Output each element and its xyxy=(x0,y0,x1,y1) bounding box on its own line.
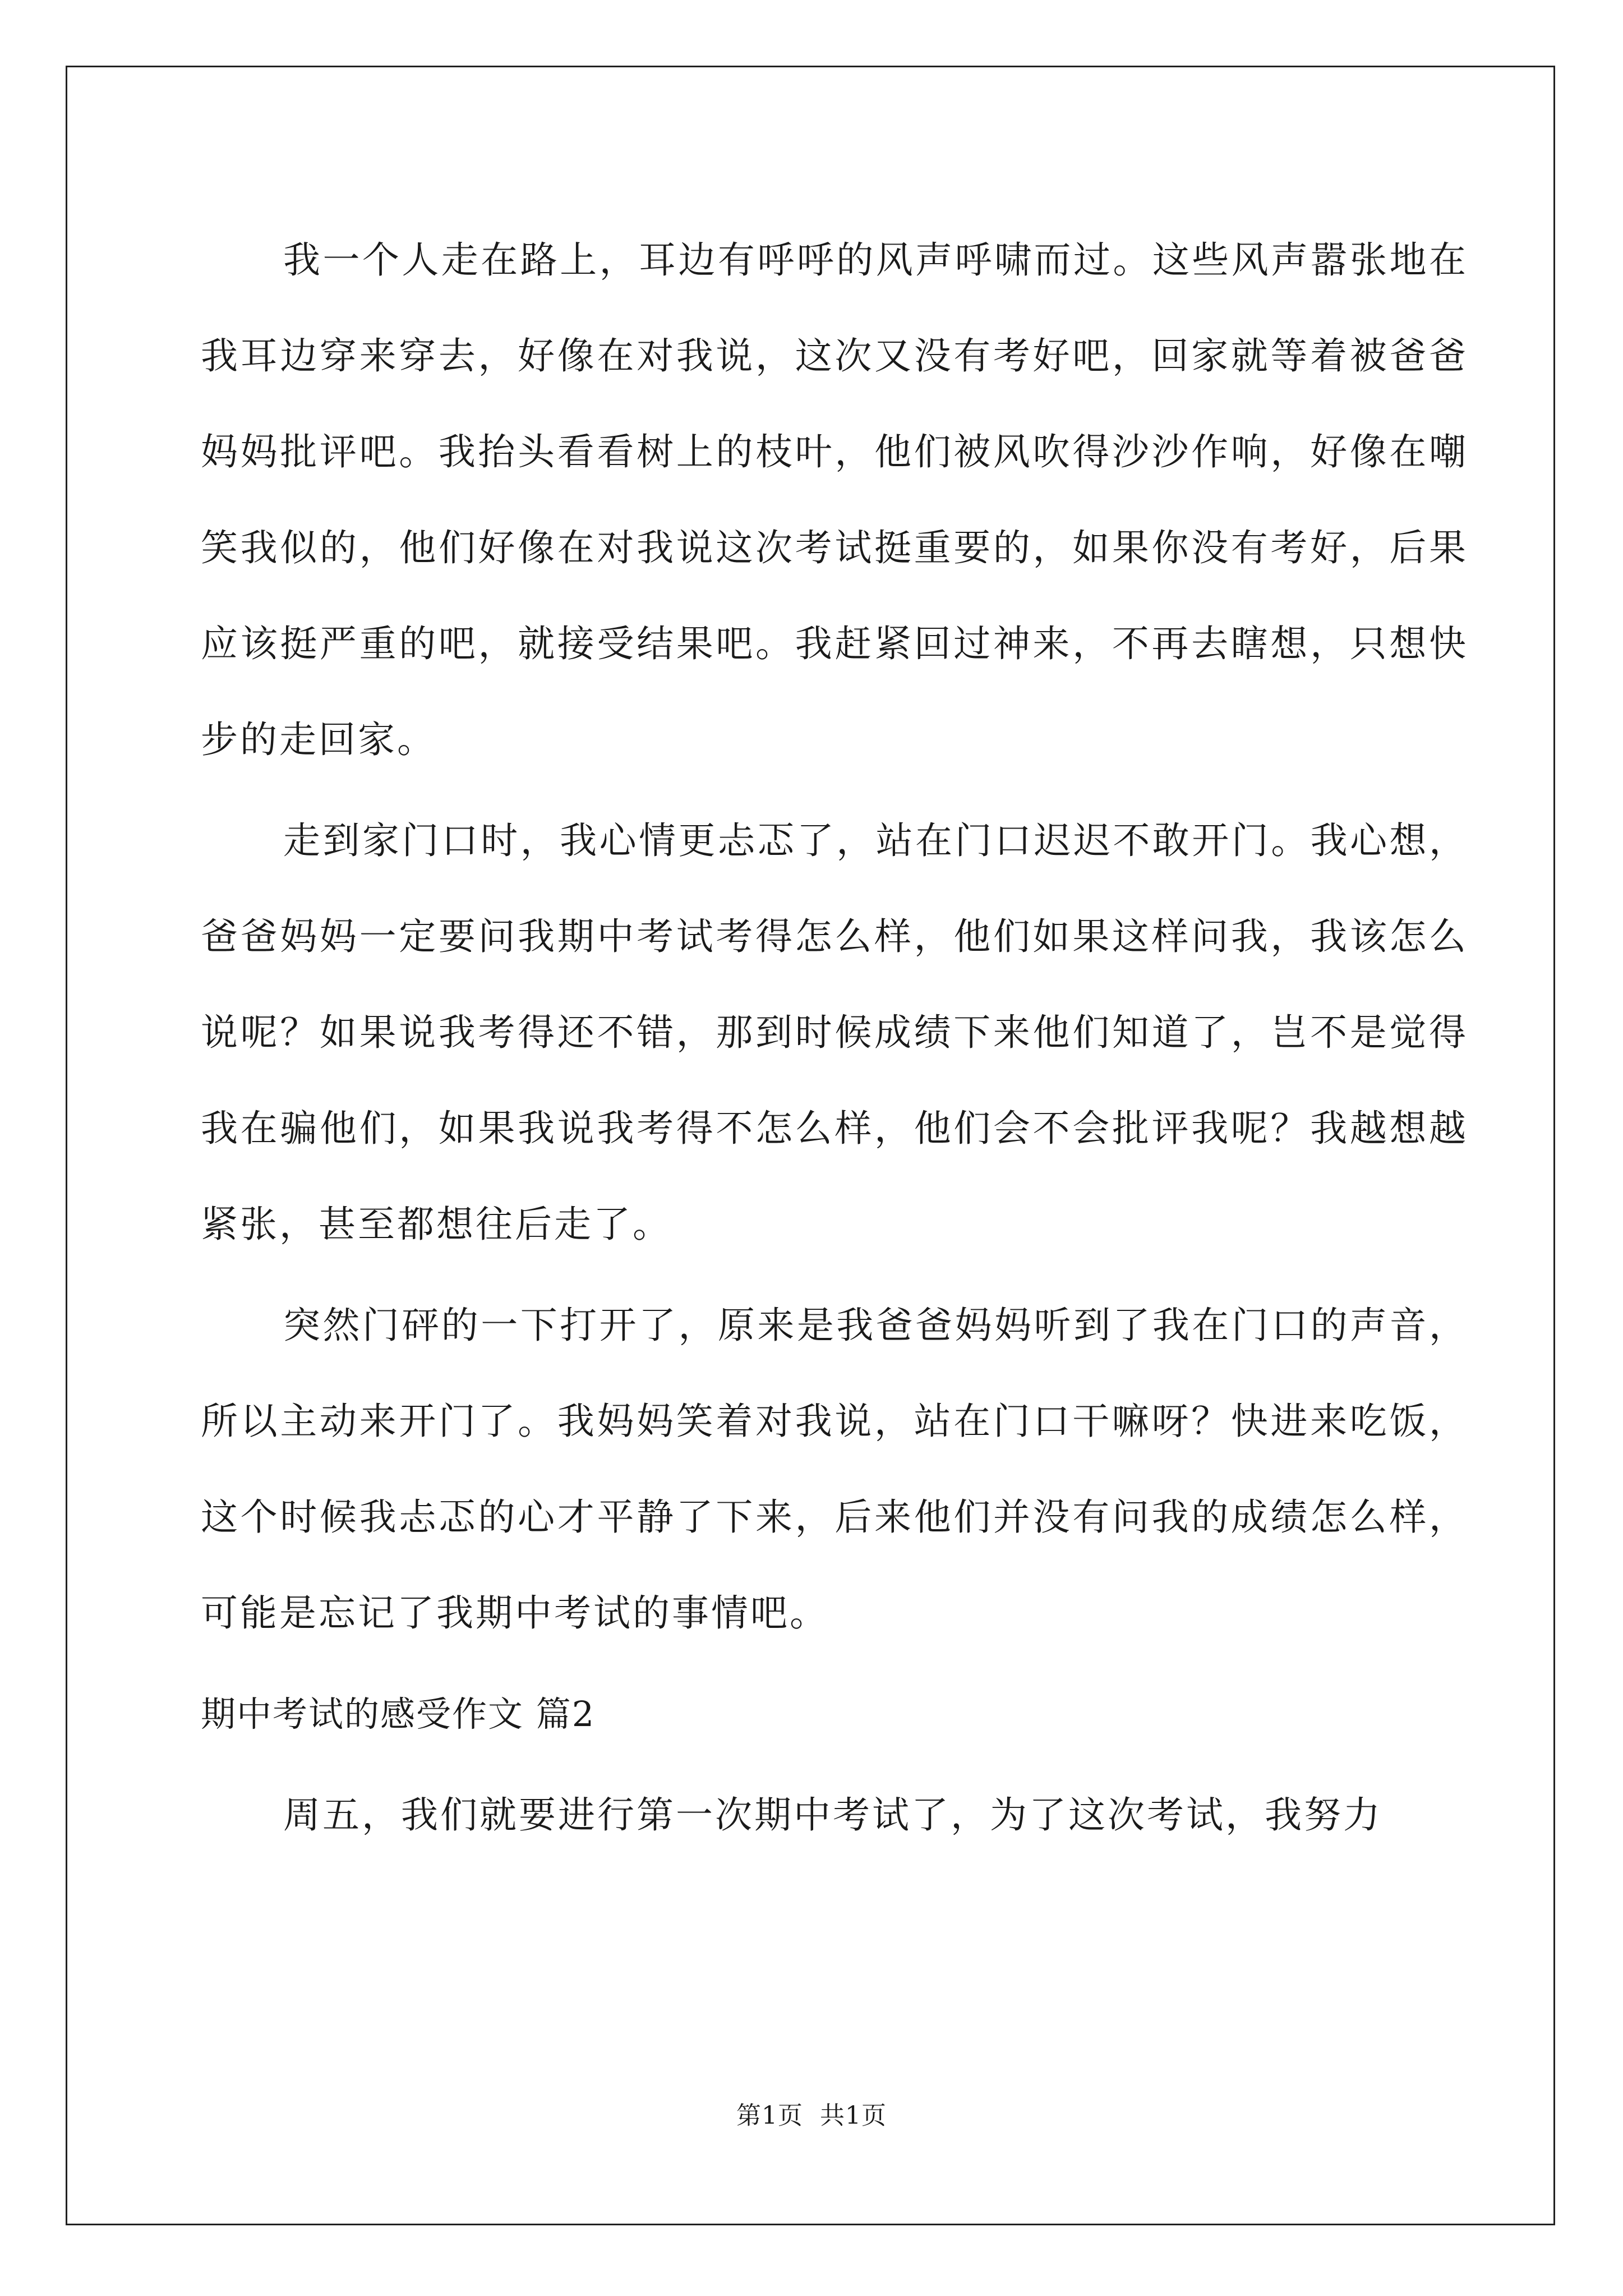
paragraph-2: 走到家门口时，我心情更忐忑了，站在门口迟迟不敢开门。我心想，爸爸妈妈一定要问我期中考试考得怎么样，他们如果这样问我，我该怎么说呢？如果说我考得还不错，那到时候成绩下来他们知道了，岂不是觉得我在骗他们，如果我说我考得不怎么样，他们会不会批评我呢？我越想越紧张，甚至都想往后走了。 xyxy=(201,819,1468,1246)
page-number: 第1页 xyxy=(736,2101,803,2130)
section-heading: 期中考试的感受作文 篇2 xyxy=(201,1694,596,1734)
paragraph-1: 我一个人走在路上，耳边有呼呼的风声呼啸而过。这些风声嚣张地在我耳边穿来穿去，好像在对我说，这次又没有考好吧，回家就等着被爸爸妈妈批评吧。我抬头看看树上的枝叶，他们被风吹得沙沙作响，好像在嘲笑我似的，他们好像在对我说这次考试挺重要的，如果你没有考好，后果应该挺严重的吧，就接受结果吧。我赶紧回过神来，不再去瞎想，只想快步的走回家。 xyxy=(201,238,1468,761)
page-footer xyxy=(0,2095,1623,2131)
paragraph-3: 突然门砰的一下打开了，原来是我爸爸妈妈听到了我在门口的声音，所以主动来开门了。我妈妈笑着对我说，站在门口干嘛呀？快进来吃饭，这个时候我忐忑的心才平静了下来，后来他们并没有问我的成绩怎么样，可能是忘记了我期中考试的事情吧。 xyxy=(201,1304,1468,1635)
document-body xyxy=(201,212,1468,1868)
paragraph-4: 周五，我们就要进行第一次期中考试了，为了这次考试，我努力 xyxy=(283,1793,1382,1837)
page-total: 共1页 xyxy=(820,2101,887,2130)
